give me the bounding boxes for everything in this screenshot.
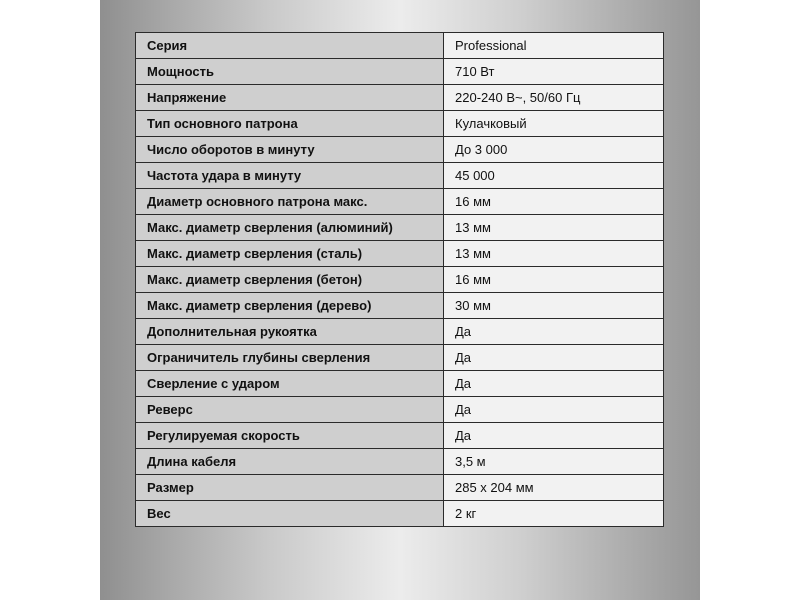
spec-row xyxy=(136,501,664,527)
spec-value-cell: Кулачковый xyxy=(444,111,664,137)
spec-row xyxy=(136,449,664,475)
spec-name-cell: Макс. диаметр сверления (бетон) xyxy=(136,267,444,293)
spec-name-cell: Диаметр основного патрона макс. xyxy=(136,189,444,215)
spec-row xyxy=(136,397,664,423)
spec-value-cell: Да xyxy=(444,371,664,397)
spec-row xyxy=(136,423,664,449)
spec-name-cell: Ограничитель глубины сверления xyxy=(136,345,444,371)
spec-name-cell: Вес xyxy=(136,501,444,527)
spec-name-cell: Число оборотов в минуту xyxy=(136,137,444,163)
spec-row xyxy=(136,371,664,397)
spec-value-cell: Professional xyxy=(444,33,664,59)
spec-name-cell: Сверление с ударом xyxy=(136,371,444,397)
spec-value-cell: 3,5 м xyxy=(444,449,664,475)
spec-name-cell: Макс. диаметр сверления (алюминий) xyxy=(136,215,444,241)
spec-value-cell: 13 мм xyxy=(444,215,664,241)
spec-name-cell: Макс. диаметр сверления (дерево) xyxy=(136,293,444,319)
spec-row xyxy=(136,293,664,319)
spec-name-cell: Напряжение xyxy=(136,85,444,111)
spec-name-cell: Частота удара в минуту xyxy=(136,163,444,189)
spec-value-cell: Да xyxy=(444,423,664,449)
spec-row xyxy=(136,267,664,293)
spec-row xyxy=(136,111,664,137)
spec-value-cell: 13 мм xyxy=(444,241,664,267)
spec-name-cell: Реверс xyxy=(136,397,444,423)
spec-name-cell: Макс. диаметр сверления (сталь) xyxy=(136,241,444,267)
spec-row xyxy=(136,319,664,345)
spec-name-cell: Размер xyxy=(136,475,444,501)
spec-row xyxy=(136,33,664,59)
spec-row xyxy=(136,137,664,163)
spec-table-body xyxy=(136,33,664,527)
spec-name-cell: Тип основного патрона xyxy=(136,111,444,137)
spec-name-cell: Длина кабеля xyxy=(136,449,444,475)
spec-table xyxy=(135,32,664,527)
spec-value-cell: Да xyxy=(444,397,664,423)
spec-name-cell: Регулируемая скорость xyxy=(136,423,444,449)
spec-value-cell: 30 мм xyxy=(444,293,664,319)
spec-name-cell: Мощность xyxy=(136,59,444,85)
spec-value-cell: 220-240 В~, 50/60 Гц xyxy=(444,85,664,111)
spec-row xyxy=(136,345,664,371)
spec-row xyxy=(136,59,664,85)
spec-row xyxy=(136,241,664,267)
spec-value-cell: 16 мм xyxy=(444,189,664,215)
spec-value-cell: Да xyxy=(444,319,664,345)
spec-row xyxy=(136,475,664,501)
spec-value-cell: Да xyxy=(444,345,664,371)
spec-row xyxy=(136,215,664,241)
spec-value-cell: 285 х 204 мм xyxy=(444,475,664,501)
spec-value-cell: 710 Вт xyxy=(444,59,664,85)
spec-value-cell: 16 мм xyxy=(444,267,664,293)
spec-row xyxy=(136,189,664,215)
spec-name-cell: Дополнительная рукоятка xyxy=(136,319,444,345)
spec-value-cell: До 3 000 xyxy=(444,137,664,163)
spec-name-cell: Серия xyxy=(136,33,444,59)
spec-row xyxy=(136,85,664,111)
spec-value-cell: 45 000 xyxy=(444,163,664,189)
spec-value-cell: 2 кг xyxy=(444,501,664,527)
spec-row xyxy=(136,163,664,189)
spec-background xyxy=(100,0,700,600)
